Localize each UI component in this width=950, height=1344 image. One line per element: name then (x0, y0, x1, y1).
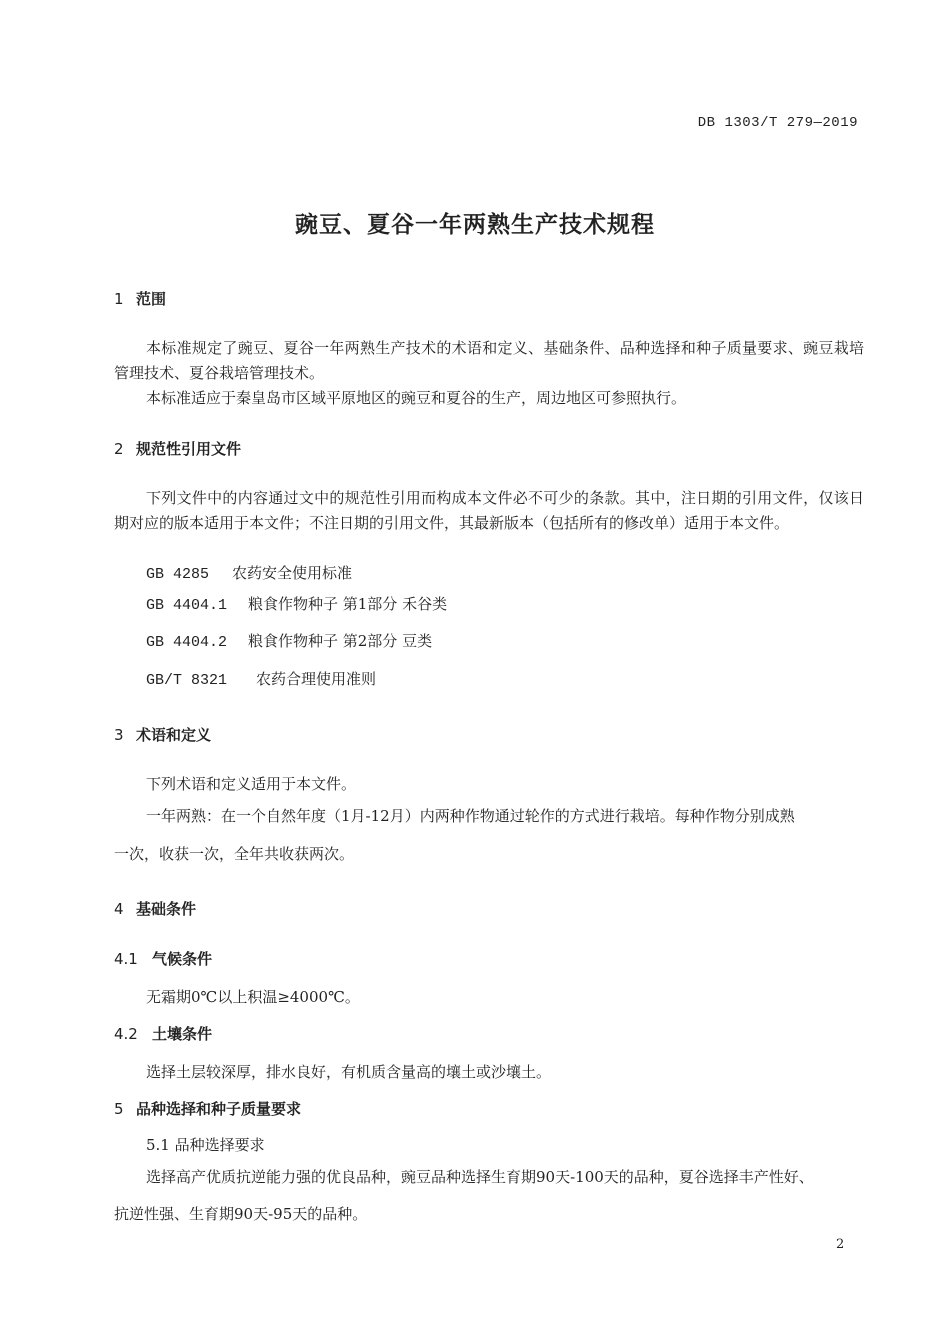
section-title: 规范性引用文件 (136, 440, 242, 458)
section-3-heading (114, 724, 211, 745)
reference-code: GB 4404.1 (146, 597, 228, 614)
subsection-5-1-label: 5.1 品种选择要求 (146, 1136, 265, 1154)
section-3-paragraph-1: 下列术语和定义适用于本文件。 (146, 775, 357, 793)
reference-item (146, 562, 352, 583)
subsection-number: 4.2 (114, 1025, 138, 1043)
page-number: 2 (836, 1237, 845, 1252)
reference-name: 粮食作物种子 第1部分 禾谷类 (248, 595, 448, 613)
subsection-number: 4.1 (114, 950, 138, 968)
section-number: 4 (114, 900, 124, 918)
definition-line-1: 一年两熟：在一个自然年度（1月-12月）内两种作物通过轮作的方式进行栽培。每种作物分别成熟 (146, 807, 795, 825)
subsection-4-2-text: 选择土层较深厚，排水良好，有机质含量高的壤土或沙壤土。 (146, 1063, 552, 1081)
subsection-4-2-heading (114, 1023, 212, 1044)
section-number: 5 (114, 1100, 124, 1118)
section-1-heading (114, 288, 166, 309)
subsection-title: 土壤条件 (152, 1025, 213, 1043)
section-number: 2 (114, 440, 124, 458)
section-1-paragraph-1: 本标准规定了豌豆、夏谷一年两熟生产技术的术语和定义、基础条件、品种选择和种子质量要求、豌豆栽培管理技术、夏谷栽培管理技术。 (114, 339, 864, 382)
section-1-paragraph-2: 本标准适应于秦皇岛市区域平原地区的豌豆和夏谷的生产，周边地区可参照执行。 (146, 389, 687, 407)
standard-code: DB 1303/T 279—2019 (697, 115, 858, 131)
section-number: 1 (114, 290, 124, 308)
subsection-title: 气候条件 (152, 950, 213, 968)
reference-name: 农药合理使用准则 (256, 670, 377, 688)
reference-code: GB 4404.2 (146, 634, 228, 651)
reference-code: GB/T 8321 (146, 672, 228, 689)
section-2-paragraph-1: 下列文件中的内容通过文中的规范性引用而构成本文件必不可少的条款。其中，注日期的引用文件，仅该日期对应的版本适用于本文件；不注日期的引用文件，其最新版本（包括所有的修改单）适用于本文件。 (114, 489, 864, 532)
section-title: 品种选择和种子质量要求 (136, 1100, 302, 1118)
section-number: 3 (114, 726, 124, 744)
reference-name: 粮食作物种子 第2部分 豆类 (248, 632, 433, 650)
section-title: 基础条件 (136, 900, 197, 918)
definition-line-2: 一次，收获一次，全年共收获两次。 (114, 845, 355, 863)
section-title: 术语和定义 (136, 726, 212, 744)
reference-item (146, 630, 432, 651)
subsection-4-1-text: 无霜期0℃以上积温≥4000℃。 (146, 988, 360, 1006)
reference-name: 农药安全使用标准 (232, 564, 353, 582)
reference-code: GB 4285 (146, 566, 210, 583)
subsection-4-1-heading (114, 948, 212, 969)
section-5-line-2: 抗逆性强、生育期90天-95天的品种。 (114, 1205, 368, 1223)
section-title: 范围 (136, 290, 167, 308)
section-4-heading (114, 898, 196, 919)
reference-item (146, 668, 376, 689)
document-title: 豌豆、夏谷一年两熟生产技术规程 (295, 212, 655, 238)
section-5-heading (114, 1098, 301, 1119)
section-5-line-1: 选择高产优质抗逆能力强的优良品种，豌豆品种选择生育期90天-100天的品种，夏谷选择丰产性好、 (146, 1168, 814, 1186)
reference-item (146, 593, 447, 614)
section-2-heading (114, 438, 241, 459)
